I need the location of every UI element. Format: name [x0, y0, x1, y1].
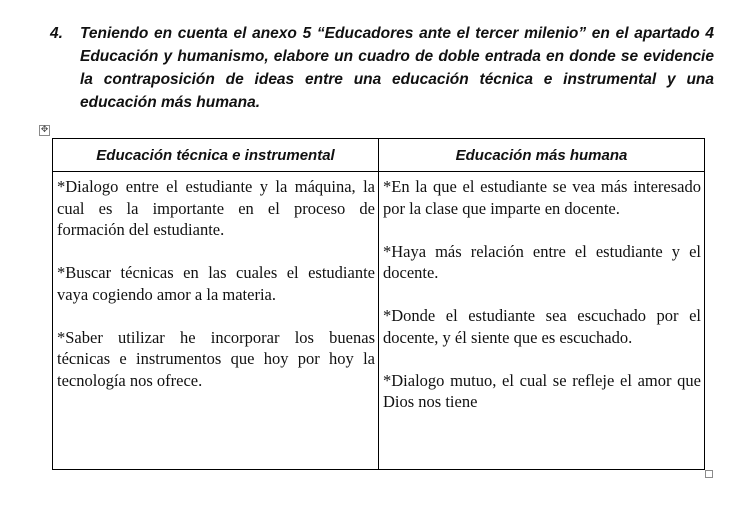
comparison-table: [52, 138, 705, 470]
human-item-interest: *En la que el estudiante se vea más interesado por la clase que imparte en docente.: [383, 177, 701, 218]
header-technical-education: Educación técnica e instrumental: [53, 139, 379, 172]
question-number: 4.: [50, 25, 63, 42]
table-row: [53, 172, 705, 470]
human-item-mutual-dialogue: *Dialogo mutuo, el cual se refleje el amor que Dios nos tiene: [383, 370, 701, 411]
technical-item-dialogue: *Dialogo entre el estudiante y la máquina, la cual es la importante en el proceso de formación del estudiante.: [57, 177, 375, 239]
move-arrows-icon[interactable]: ✥: [40, 125, 49, 135]
technical-item-techniques: *Buscar técnicas en las cuales el estudiante vaya cogiendo amor a la materia.: [57, 263, 375, 304]
question-block: [50, 22, 714, 114]
technical-education-cell[interactable]: [53, 172, 379, 470]
technical-item-tools: *Saber utilizar he incorporar los buenas técnicas e instrumentos que hoy por hoy la tecnología nos ofrece.: [57, 327, 375, 390]
table-header-row: [53, 139, 705, 172]
human-education-cell[interactable]: [379, 172, 705, 470]
resize-square-icon[interactable]: [705, 470, 713, 478]
human-item-relationship: *Haya más relación entre el estudiante y el docente.: [383, 241, 701, 282]
header-human-education: Educación más humana: [379, 139, 705, 172]
human-item-listened: *Donde el estudiante sea escuchado por el docente, y él siente que es escuchado.: [383, 306, 701, 347]
question-text: Teniendo en cuenta el anexo 5 “Educadores ante el tercer milenio” en el apartado 4 Educación y humanismo, elabore un cuadro de doble entrada en donde se evidencie la contraposición de ideas entre una educación técnica e instrumental y una educación más humana.: [80, 25, 714, 111]
